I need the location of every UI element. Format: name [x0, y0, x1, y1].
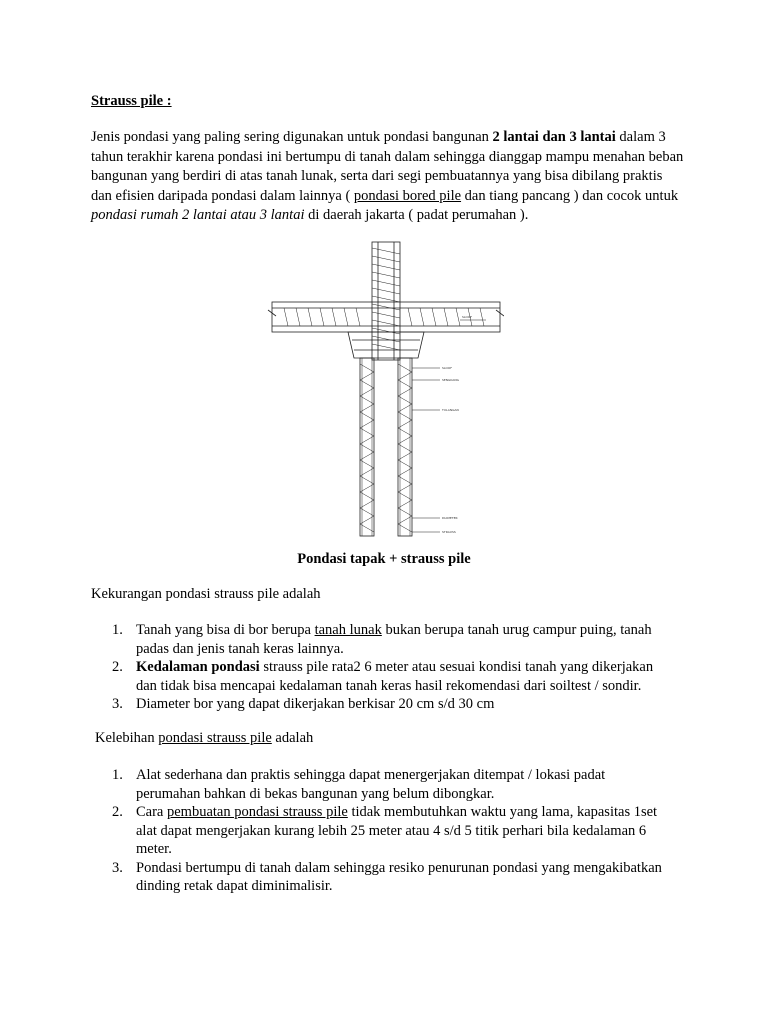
link-pembuatan-pondasi[interactable]: pembuatan pondasi strauss pile: [167, 804, 348, 820]
section-weaknesses-title: Kekurangan pondasi strauss pile adalah: [91, 586, 321, 602]
label-sloof-top: SLOOF: [462, 315, 472, 319]
link-bored-pile[interactable]: pondasi bored pile: [353, 187, 462, 204]
slab-hatch: [284, 308, 484, 326]
list-item: 2. Cara pembuatan pondasi strauss pile tidak membutuhkan waktu yang lama, kapasitas 1set alat dapat mengerjakan kurang lebih 25 meter atau 4 s/d 5 titik perhari bila kedalaman 6 meter.: [112, 804, 658, 857]
list-item: 3. Diameter bor yang dapat dikerjakan berkisar 20 cm s/d 30 cm: [112, 696, 495, 712]
label-strauss: STRAUSS: [442, 530, 456, 534]
list-item: 1. Tanah yang bisa di bor berupa tanah lunak bukan berupa tanah urug campur puing, tanah padas dan jenis tanah keras lainnya.: [112, 622, 652, 657]
weaknesses-list: [112, 621, 672, 714]
label-sloof: SLOOF: [442, 366, 452, 370]
intro-text: Jenis pondasi yang paling sering digunakan untuk pondasi bangunan: [91, 129, 493, 145]
link-tanah-lunak[interactable]: tanah lunak: [314, 622, 382, 638]
column-stirrups: [372, 248, 400, 350]
foundation-drawing: [264, 240, 504, 544]
intro-bold-floors: 2 lantai dan 3 lantai: [492, 129, 616, 145]
intro-paragraph: [91, 128, 686, 226]
section-strengths-title: Kelebihan pondasi strauss pile adalah: [95, 730, 314, 746]
bold-kedalaman: Kedalaman pondasi: [136, 659, 260, 675]
link-pondasi-strauss-pile[interactable]: pondasi strauss pile: [158, 730, 272, 746]
label-sengkang: SENGKANG: [442, 378, 459, 382]
list-item: 1. Alat sederhana dan praktis sehingga dapat menergerjakan ditempat / lokasi padat perumahan bahkan di bekas bangunan yang belum dibongkar.: [112, 767, 606, 802]
intro-italic-house: pondasi rumah 2 lantai atau 3 lantai: [91, 207, 305, 223]
intro-text: dan tiang pancang ) dan cocok untuk: [461, 187, 679, 204]
label-diameter: DIAMETER: [442, 516, 458, 520]
page-heading: Strauss pile :: [91, 93, 172, 109]
intro-text: dalam 3 tahun terakhir karena pondasi ini bertumpu di tanah dalam sehingga dianggap mampu menahan beban bangunan yang berdiri di atas tanah lunak, serta dari segi pembuatannya yang bisa dibilang praktis dan efisien daripada pondasi dalam lainnya (: [91, 129, 684, 204]
intro-text: di daerah jakarta ( padat perumahan ).: [304, 207, 529, 223]
pile-cap: [348, 332, 424, 358]
figure-caption: Pondasi tapak + strauss pile: [297, 551, 471, 567]
label-tulangan: TULANGAN: [442, 408, 459, 412]
annotation-leaders: [412, 320, 486, 532]
list-item: 3. Pondasi bertumpu di tanah dalam sehingga resiko penurunan pondasi yang mengakibatkan dinding retak dapat diminimalisir.: [112, 859, 662, 894]
strengths-list: [112, 766, 672, 896]
list-item: 2. Kedalaman pondasi strauss pile rata2 6 meter atau sesuai kondisi tanah yang dikerjakan dan tidak bisa mencapai kedalaman tanah keras hasil rekomendasi dari soiltest / sondir.: [112, 659, 654, 694]
